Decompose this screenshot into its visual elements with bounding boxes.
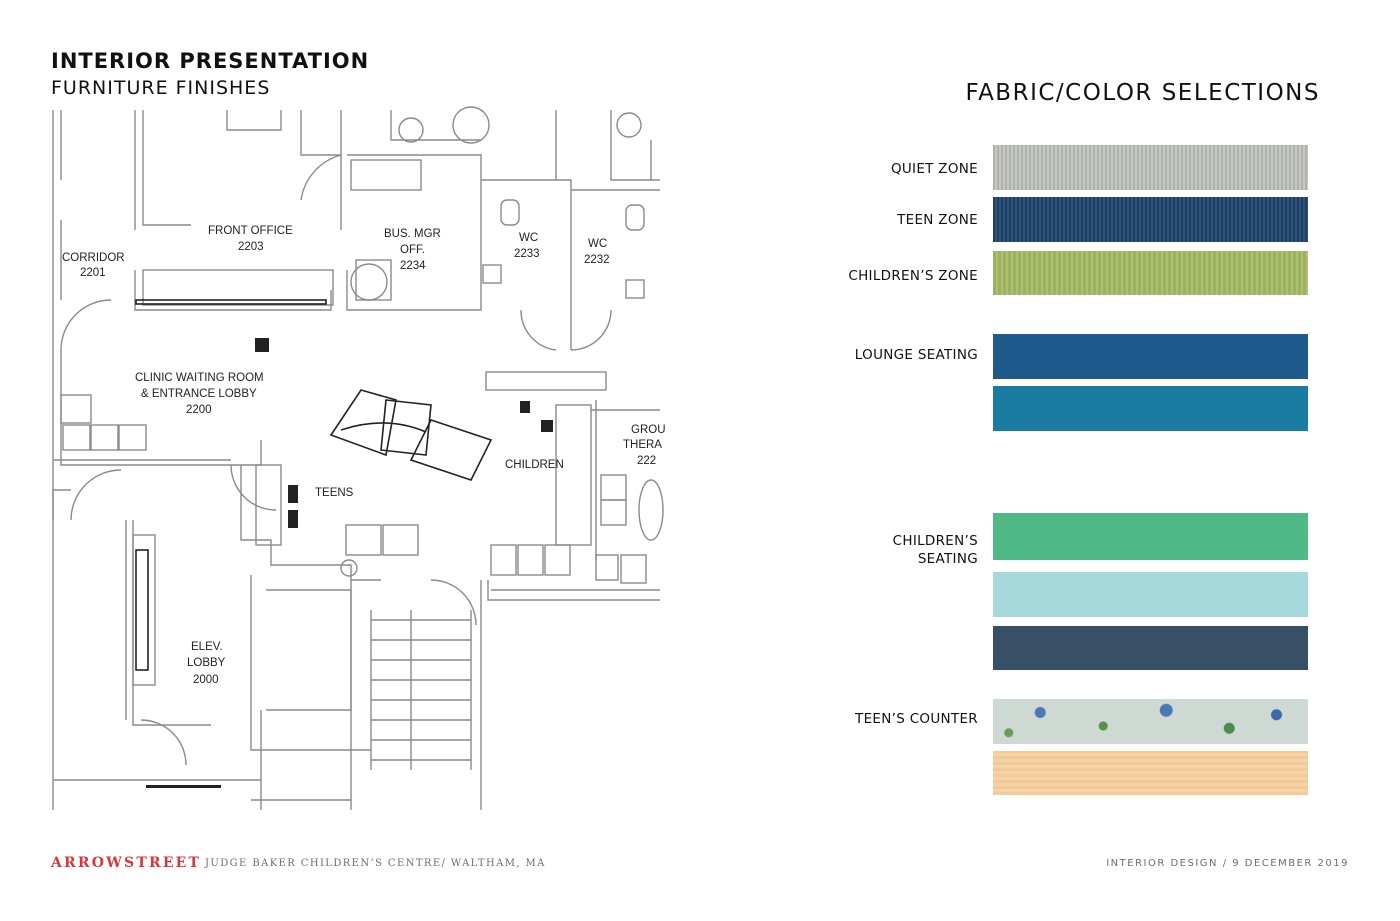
room-group: GROU: [631, 424, 666, 436]
room-front-office: FRONT OFFICE: [208, 225, 293, 237]
document-date: INTERIOR DESIGN / 9 DECEMBER 2019: [1106, 858, 1349, 869]
label-teen-zone: TEEN ZONE: [897, 212, 978, 228]
swatch-teens-counter-1: [993, 699, 1308, 744]
brand-logo: ARROWSTREET: [51, 855, 202, 871]
room-waiting-no: 2200: [186, 404, 212, 416]
room-wc-a-no: 2233: [514, 248, 540, 260]
floor-plan: [51, 110, 666, 810]
label-lounge-seating: LOUNGE SEATING: [854, 347, 978, 363]
swatch-quiet-zone: [993, 145, 1308, 190]
label-quiet-zone: QUIET ZONE: [890, 161, 978, 177]
swatch-lounge-seating-1: [993, 334, 1308, 379]
room-elev-2: LOBBY: [187, 657, 226, 669]
room-elev: ELEV.: [191, 641, 223, 653]
swatch-childrens-seating-3: [993, 626, 1308, 670]
swatch-teen-zone: [993, 197, 1308, 242]
swatch-lounge-seating-2: [993, 386, 1308, 431]
selections-title: FABRIC/COLOR SELECTIONS: [965, 80, 1320, 106]
project-name: JUDGE BAKER CHILDREN’S CENTRE/ WALTHAM, MA: [205, 858, 546, 869]
label-childrens-zone: CHILDREN’S ZONE: [848, 268, 978, 284]
room-bus-mgr-no: 2234: [400, 260, 426, 272]
page-subtitle: FURNITURE FINISHES: [51, 77, 271, 99]
room-corridor: CORRIDOR: [62, 252, 125, 264]
label-teens-counter: TEEN’S COUNTER: [855, 711, 978, 727]
room-wc-b: WC: [588, 238, 608, 250]
swatch-childrens-zone: [993, 251, 1308, 295]
room-wc-b-no: 2232: [584, 254, 610, 266]
room-waiting-2: & ENTRANCE LOBBY: [141, 388, 257, 400]
label-childrens-seating: CHILDREN’S SEATING: [892, 533, 978, 567]
room-corridor-no: 2201: [80, 267, 106, 279]
room-bus-mgr: BUS. MGR: [384, 228, 441, 240]
room-group-no: 222: [637, 455, 657, 467]
room-front-office-no: 2203: [238, 241, 264, 253]
room-children: CHILDREN: [505, 459, 564, 471]
room-bus-mgr-2: OFF.: [400, 244, 425, 256]
room-teens: TEENS: [315, 487, 354, 499]
room-wc-a: WC: [519, 232, 539, 244]
room-group-2: THERA: [623, 439, 662, 451]
room-elev-no: 2000: [193, 674, 219, 686]
swatch-teens-counter-2: [993, 751, 1308, 795]
swatch-childrens-seating-2: [993, 572, 1308, 617]
room-waiting: CLINIC WAITING ROOM: [135, 372, 264, 384]
page-title: INTERIOR PRESENTATION: [51, 49, 370, 73]
swatch-childrens-seating-1: [993, 513, 1308, 560]
